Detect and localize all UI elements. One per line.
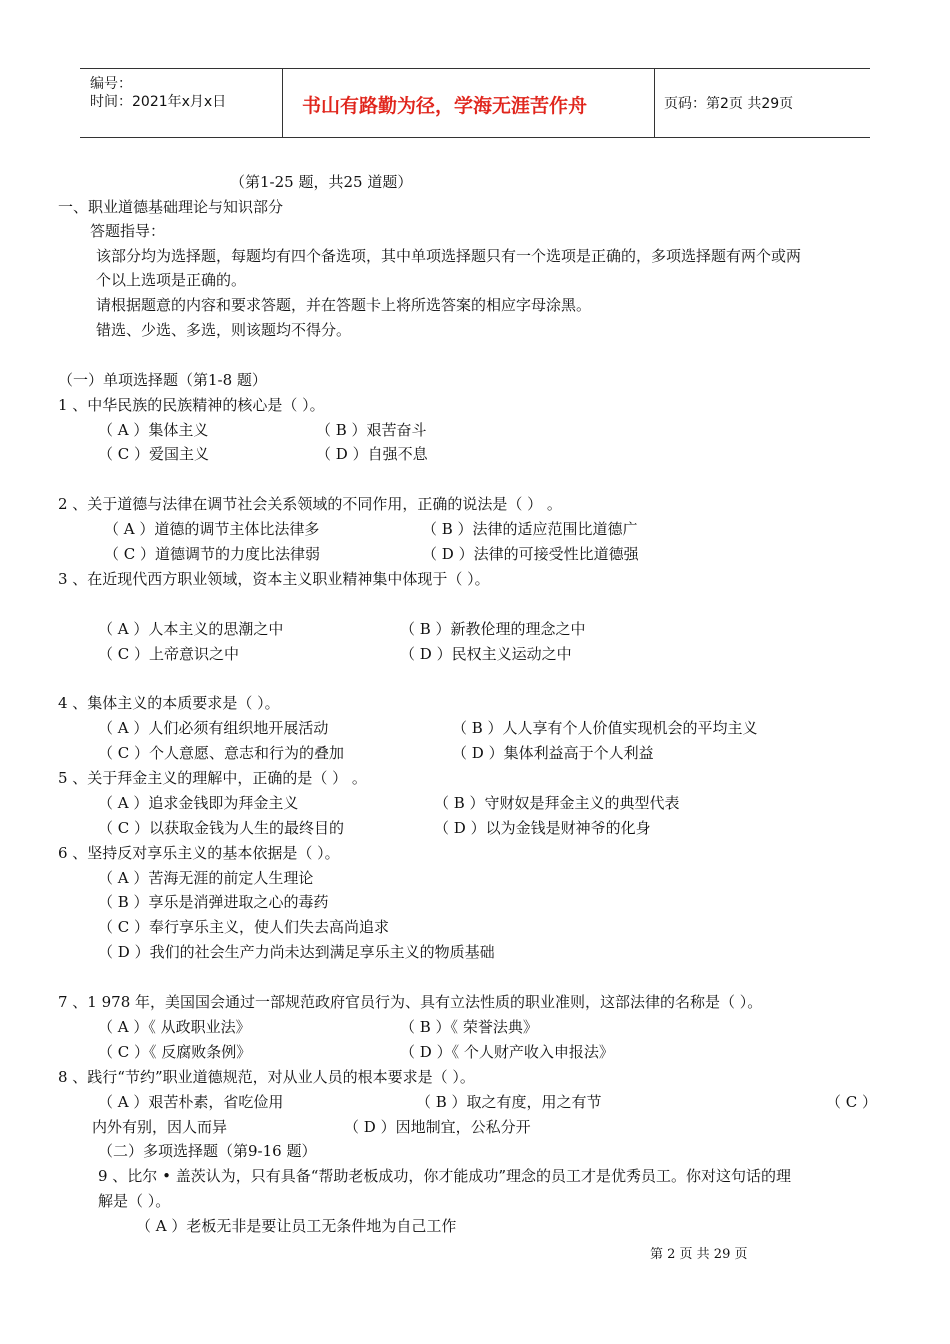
option-c: （ C ）道德调节的力度比法律弱	[104, 545, 321, 563]
option-c: （ C ）奉行享乐主义，使人们失去高尚追求	[98, 918, 390, 936]
option-a: （ A ）苦海无涯的前定人生理论	[98, 869, 314, 887]
question-stem: 7 、1 978 年，美国国会通过一部规范政府官员行为、具有立法性质的职业准则，这部法律的名称是（ ）。	[58, 993, 763, 1011]
option-a: （ A ）追求金钱即为拜金主义	[98, 794, 299, 812]
option-b: （ B ）艰苦奋斗	[316, 421, 427, 439]
question-stem: 解是（ ）。	[98, 1192, 171, 1210]
option-a: （ A ）老板无非是要让员工无条件地为自己工作	[136, 1217, 457, 1235]
option-d: （ D ）集体利益高于个人利益	[452, 744, 654, 762]
option-c: （ C ）个人意愿、意志和行为的叠加	[98, 744, 345, 762]
option-a: （ A ）集体主义	[98, 421, 209, 439]
option-a: （ A ）人本主义的思潮之中	[98, 620, 284, 638]
single-choice-heading: （一）单项选择题（第1-8 题）	[58, 371, 267, 389]
option-b: （ B ）取之有度，用之有节	[416, 1093, 602, 1111]
motto: 书山有路勤为径，学海无涯苦作舟	[302, 95, 588, 117]
question-stem: 3 、在近现代西方职业领域，资本主义职业精神集中体现于（ ）。	[58, 570, 490, 588]
option-d: （ D ）我们的社会生产力尚未达到满足享乐主义的物质基础	[98, 943, 495, 961]
option-b: （ B ）人人享有个人价值实现机会的平均主义	[452, 719, 758, 737]
option-c-label: （ C ）	[826, 1093, 878, 1111]
option-c: （ C ）《 反腐败条例》	[98, 1043, 252, 1061]
option-d: （ D ）因地制宜，公私分开	[344, 1118, 531, 1136]
option-b: （ B ）享乐是消弹进取之心的毒药	[98, 893, 329, 911]
option-d: （ D ）自强不息	[316, 445, 428, 463]
guide-label: 答题指导：	[90, 222, 166, 240]
question-stem: 1 、中华民族的民族精神的核心是（ ）。	[58, 396, 325, 414]
option-b: （ B ）新教伦理的理念之中	[400, 620, 586, 638]
question-stem: 5 、关于拜金主义的理解中，正确的是（ ） 。	[58, 769, 367, 787]
option-c-text: 内外有别，因人而异	[92, 1118, 228, 1136]
multi-choice-heading: （二）多项选择题（第9-16 题）	[98, 1142, 317, 1160]
option-c: （ C ）以获取金钱为人生的最终目的	[98, 819, 345, 837]
guide-text: 请根据题意的内容和要求答题，并在答题卡上将所选答案的相应字母涂黑。	[96, 296, 592, 314]
option-b: （ B ）守财奴是拜金主义的典型代表	[434, 794, 680, 812]
question-stem: 2 、关于道德与法律在调节社会关系领域的不同作用，正确的说法是（ ） 。	[58, 495, 562, 513]
option-a: （ A ）《 从政职业法》	[98, 1018, 251, 1036]
question-stem: 8 、践行“节约”职业道德规范，对从业人员的根本要求是（ ）。	[58, 1068, 475, 1086]
guide-text: 个以上选项是正确的。	[96, 271, 247, 289]
page-footer: 第 2 页 共 29 页	[650, 1247, 748, 1262]
document-number-label: 编号：	[90, 76, 132, 92]
option-d: （ D ）以为金钱是财神爷的化身	[434, 819, 651, 837]
option-d: （ D ）民权主义运动之中	[400, 645, 572, 663]
option-b: （ B ）《 荣誉法典》	[400, 1018, 538, 1036]
header-divider	[282, 69, 283, 137]
header-table	[80, 68, 870, 138]
question-stem: 9 、比尔 • 盖茨认为，只有具备“帮助老板成功，你才能成功”理念的员工才是优秀员工。你对这句话的理	[98, 1167, 792, 1185]
question-range: （第1-25 题，共25 道题）	[230, 173, 413, 191]
option-b: （ B ）法律的适应范围比道德广	[422, 520, 638, 538]
option-d: （ D ）法律的可接受性比道德强	[422, 545, 639, 563]
question-stem: 4 、集体主义的本质要求是（ ）。	[58, 694, 280, 712]
option-c: （ C ）上帝意识之中	[98, 645, 240, 663]
header-divider	[654, 69, 655, 137]
option-a: （ A ）道德的调节主体比法律多	[104, 520, 320, 538]
question-stem: 6 、坚持反对享乐主义的基本依据是（ ）。	[58, 844, 340, 862]
guide-text: 该部分均为选择题，每题均有四个备选项，其中单项选择题只有一个选项是正确的，多项选择题有两个或两	[96, 247, 802, 265]
section-title: 一、职业道德基础理论与知识部分	[58, 198, 284, 216]
option-a: （ A ）艰苦朴素，省吃俭用	[98, 1093, 284, 1111]
option-c: （ C ）爱国主义	[98, 445, 210, 463]
option-a: （ A ）人们必须有组织地开展活动	[98, 719, 329, 737]
date-line: 时间：2021年x月x日	[90, 94, 227, 110]
option-d: （ D ）《 个人财产收入申报法》	[400, 1043, 614, 1061]
guide-text: 错选、少选、多选，则该题均不得分。	[96, 321, 352, 339]
page-info: 页码：第2页 共29页	[664, 96, 794, 112]
